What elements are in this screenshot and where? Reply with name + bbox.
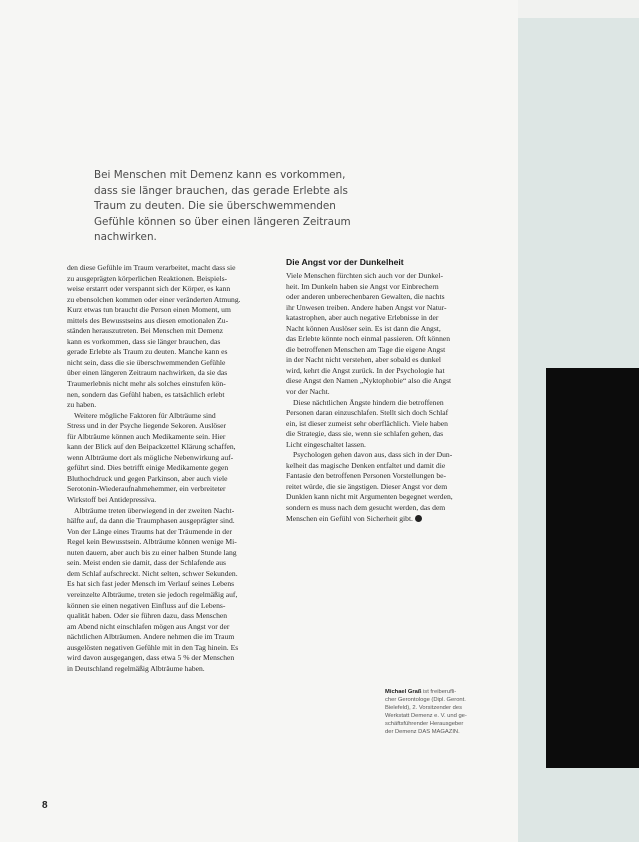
body-text-line: [286, 334, 491, 345]
body-text-line: [286, 461, 491, 472]
pullquote-line: Traum zu deuten. Die sie überschwemmenden: [94, 200, 336, 213]
body-text: ein, ist dieser zumeist sehr oberflächlich. Viele haben: [286, 418, 448, 428]
body-text-line: [286, 492, 491, 503]
body-text-line: [67, 463, 267, 474]
body-text-line: [67, 664, 267, 675]
body-text: Stress und in der Psyche liegende Sekoren. Auslöser: [67, 421, 227, 431]
body-text-line: [67, 527, 267, 538]
body-text-line: [67, 432, 267, 443]
body-text: katastrophen, aber auch negative Erlebnisse in der: [286, 313, 439, 323]
pullquote-line: nachwirken.: [94, 231, 157, 244]
body-text: nächtlichen Albträumen. Andere nehmen die im Traum: [67, 632, 235, 642]
body-text: Kurz etwas tun braucht die Person einen Moment, um: [67, 305, 231, 315]
body-text-line: [286, 303, 491, 314]
body-text: in Deutschland regelmäßig Albträume haben.: [67, 663, 205, 673]
body-text-line: [67, 590, 267, 601]
body-text-line: [286, 313, 491, 324]
body-text: über einen längeren Zeitraum nachwirken, da sie das: [67, 368, 228, 378]
body-text: heit. Im Dunkeln haben sie Angst vor Einbrechern: [286, 281, 439, 291]
body-text: sein. Meist enden sie damit, dass der Schlafende aus: [67, 558, 227, 568]
body-text: vereinzelte Albträume, treten sie jedoch regelmäßig auf,: [67, 589, 238, 599]
body-text-line: [67, 390, 267, 401]
left-text-column: [67, 263, 267, 674]
body-text: zu ausgeprägten körperlichen Reaktionen. Beispiels-: [67, 273, 228, 283]
body-text-line: [286, 345, 491, 356]
body-text: nen, sondern das Gefühl haben, es tatsächlich erlebt: [67, 389, 225, 399]
body-text: Nacht können Auslöser sein. Es ist dann die Angst,: [286, 323, 441, 333]
body-text: Diese nächtlichen Ängste hindern die betroffenen: [293, 397, 444, 407]
body-text-line: [286, 429, 491, 440]
body-text: diese Angst den Namen „Nyktophobie“ also die Angst: [286, 376, 452, 386]
body-text-line: [67, 622, 267, 633]
body-text: reitet würde, die sie ängstigen. Dieser Angst vor dem: [286, 481, 448, 491]
body-text: wenn Albträume dort als mögliche Nebenwirkung auf-: [67, 452, 234, 462]
body-text-line: [67, 611, 267, 622]
body-text: ausgelösten negativen Gefühle mit in den Tag hinein. Es: [67, 642, 239, 652]
body-text: weise erstarrt oder verspannt sich der Körper, es kann: [67, 284, 231, 294]
body-text: Es hat sich fast jeder Mensch im Verlauf seines Lebens: [67, 579, 235, 589]
body-text: wird, kehrt die Angst zurück. In der Psychologie hat: [286, 365, 445, 375]
body-text: zu haben.: [67, 400, 97, 410]
body-text: Viele Menschen fürchten sich auch vor der Dunkel-: [286, 271, 444, 280]
body-text-line: [286, 282, 491, 293]
body-text-line: [67, 305, 267, 316]
body-text: Traumerlebnis nicht mehr als solches einstufen kön-: [67, 379, 226, 389]
body-text-line: [67, 601, 267, 612]
body-text-line: [286, 503, 491, 514]
body-text: vor der Nacht.: [286, 387, 330, 397]
body-text: am Abend nicht einschlafen mögen aus Angst vor der: [67, 621, 230, 631]
body-text-line: [286, 514, 491, 525]
body-text-line: [286, 440, 491, 451]
page-number: 8: [42, 800, 48, 811]
body-text: Weitere mögliche Faktoren für Albträume sind: [74, 410, 216, 420]
author-name: Michael Graß: [385, 689, 422, 695]
body-text: wird davon ausgegangen, dass etwa 5 % der Menschen: [67, 653, 235, 663]
body-text: Licht eingeschaltet lassen.: [286, 439, 366, 449]
body-text-line: [67, 274, 267, 285]
body-text: kann der Blick auf den Beipackzettel Klärung schaffen,: [67, 442, 236, 452]
bio-line: schäftsführender Herausgeber: [385, 721, 464, 728]
pullquote-line: Bei Menschen mit Demenz kann es vorkommen,: [94, 169, 346, 181]
body-text: nuten dauern, aber auch bis zu einer halben Stunde lang: [67, 547, 237, 557]
body-text-line: [286, 471, 491, 482]
body-text-line: [67, 400, 267, 411]
body-text-line: [286, 408, 491, 419]
body-text: Psychologen gehen davon aus, dass sich in der Dun-: [293, 450, 453, 460]
body-text: können sie einen negativen Einfluss auf die Lebens-: [67, 600, 226, 610]
bio-line: Werkstatt Demenz e. V. und ge-: [385, 713, 467, 720]
body-text-line: [286, 450, 491, 461]
body-text-line: [286, 355, 491, 366]
body-text: die betroffenen Menschen am Tage die eigene Angst: [286, 344, 446, 354]
bio-line: [385, 688, 493, 696]
bio-text: ist freiberufli-: [421, 689, 457, 695]
facing-page-dark-image: [546, 368, 639, 768]
body-text-line: [67, 632, 267, 643]
body-text-line: [67, 548, 267, 559]
body-text: nicht sein, dass die sie überschwemmenden Gefühle: [67, 357, 226, 367]
body-text-line: [286, 292, 491, 303]
body-text: geführt sind. Dies betrifft einige Medikamente gegen: [67, 463, 229, 473]
body-text: ihr Unwesen treiben. Andere haben Angst vor Natur-: [286, 302, 447, 312]
body-text-line: [286, 419, 491, 430]
body-text-line: [286, 324, 491, 335]
body-text-line: [286, 376, 491, 387]
right-text-column: [286, 271, 491, 524]
section-heading: Die Angst vor der Dunkelheit: [286, 257, 404, 267]
body-text-line: [67, 516, 267, 527]
body-text-line: [67, 368, 267, 379]
body-text-line: [286, 271, 491, 282]
body-text-line: [286, 398, 491, 409]
body-text-line: [67, 421, 267, 432]
facing-page-top-band: [518, 0, 639, 18]
pullquote: [94, 168, 354, 246]
body-text: den diese Gefühle im Traum verarbeitet, macht dass sie: [67, 263, 236, 272]
body-text-line: [286, 482, 491, 493]
body-text: ständen herauszutreten. Bei Menschen mit Demenz: [67, 326, 224, 336]
body-text-line: [67, 537, 267, 548]
body-text: in der Nacht nicht verstehen, aber sobald es dunkel: [286, 355, 441, 365]
article-end-icon: [415, 515, 422, 522]
body-text-line: [67, 569, 267, 580]
body-text: sondern es muss nach dem gesucht werden, das dem: [286, 503, 446, 513]
body-text-line: [67, 653, 267, 664]
body-text-line: [286, 387, 491, 398]
body-text-line: [67, 326, 267, 337]
body-text-line: [67, 284, 267, 295]
body-text: mittels des Bewusstseins aus diesen emotionalen Zu-: [67, 315, 229, 325]
body-text-line: [67, 337, 267, 348]
body-text: zu ebensolchen kommen oder einer veränderten Atmung.: [67, 294, 241, 304]
body-text: Bluthochdruck und gegen Parkinson, aber auch viele: [67, 473, 228, 483]
body-text-line: [67, 358, 267, 369]
body-text: Von der Länge eines Traums hat der Träumende in der: [67, 526, 232, 536]
body-text: Albträume treten überwiegend in der zweiten Nacht-: [74, 505, 235, 515]
body-text: gerade Erlebte als Traum zu deuten. Manche kann es: [67, 347, 228, 357]
body-text-line: [67, 474, 267, 485]
body-text-line: [67, 295, 267, 306]
body-text-line: [67, 495, 267, 506]
body-text: das Erlebte könnte noch einmal passieren. Oft können: [286, 334, 451, 344]
body-text: hälfte auf, da dann die Traumphasen ausgeprägter sind.: [67, 516, 235, 526]
body-text-line: [286, 366, 491, 377]
body-text: kann es vorkommen, dass sie länger brauchen, das: [67, 336, 221, 346]
body-text: oder anderen unberechenbaren Gewalten, die nachts: [286, 292, 445, 302]
author-bio: [385, 688, 493, 737]
body-text-line: [67, 558, 267, 569]
pullquote-line: Gefühle können so über einen längeren Zeitraum: [94, 215, 351, 228]
body-text-line: [67, 347, 267, 358]
body-text-line: [67, 579, 267, 590]
body-text-line: [67, 453, 267, 464]
bio-line: cher Gerontologe (Dipl. Geront.: [385, 697, 466, 704]
body-text-line: [67, 484, 267, 495]
body-text: qualität haben. Oder sie führen dazu, dass Menschen: [67, 611, 228, 621]
body-text: Fantasie den betroffenen Personen Vorstellungen be-: [286, 471, 447, 481]
pullquote-line: dass sie länger brauchen, das gerade Erlebte als: [94, 184, 348, 197]
body-text-line: [67, 643, 267, 654]
body-text: Wirkstoff bei Antidepressiva.: [67, 495, 157, 505]
body-text-line: [67, 411, 267, 422]
body-text: dem Schlaf aufschreckt. Nicht selten, schwer Sekunden.: [67, 568, 238, 578]
body-text-line: [67, 263, 267, 274]
body-text: Dunklen kann nicht mit Argumenten begegnet werden,: [286, 492, 453, 502]
bio-line: der Demenz DAS MAGAZIN.: [385, 729, 460, 736]
body-text-line: [67, 316, 267, 327]
body-text: die Strategie, dass sie, wenn sie schlafen gehen, das: [286, 429, 444, 439]
body-text: Regel kein Bewusstsein. Albträume können wenige Mi-: [67, 537, 237, 547]
body-text: Serotonin-Wiederaufnahmehemmer, ein verbreiteter: [67, 484, 226, 494]
body-text-line: [67, 442, 267, 453]
body-text: Menschen ein Gefühl von Sicherheit gibt.: [286, 513, 413, 523]
body-text: kelheit das magische Denken entfaltet und damit die: [286, 460, 446, 470]
bio-line: Bielefeld), 2. Vorsitzender des: [385, 705, 463, 712]
body-text-line: [67, 506, 267, 517]
body-text-line: [67, 379, 267, 390]
body-text: für Albträume können auch Medikamente sein. Hier: [67, 431, 226, 441]
body-text: Personen daran einzuschlafen. Stellt sich doch Schlaf: [286, 408, 449, 418]
